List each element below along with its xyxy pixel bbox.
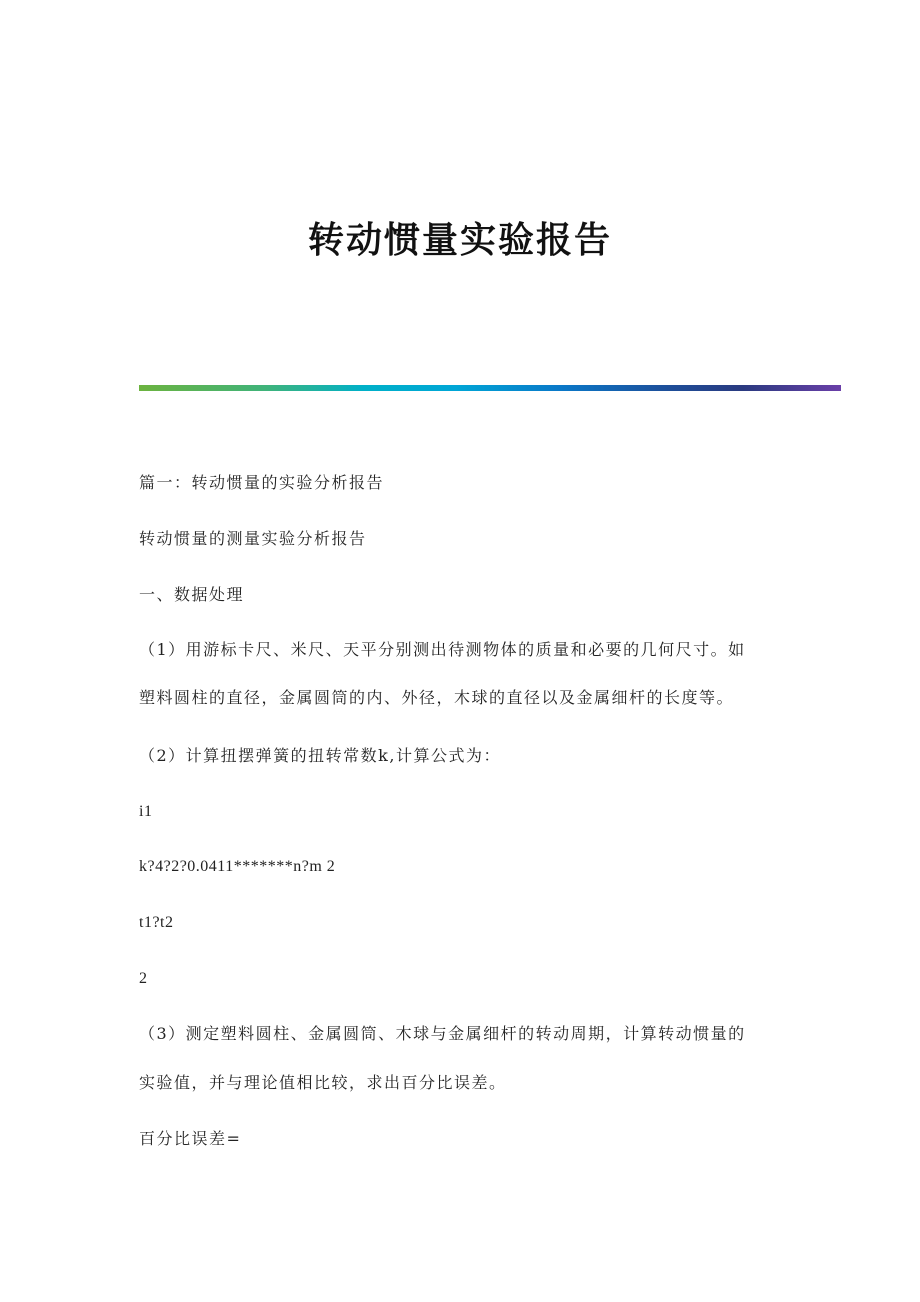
report-subtitle: 转动惯量的测量实验分析报告 <box>139 529 367 548</box>
formula-line-i1: i1 <box>139 803 153 820</box>
paragraph-step1-line1: （1）用游标卡尺、米尺、天平分别测出待测物体的质量和必要的几何尺寸。如 <box>139 640 746 659</box>
paragraph-step3-line1: （3）测定塑料圆柱、金属圆筒、木球与金属细杆的转动周期，计算转动惯量的 <box>139 1024 746 1043</box>
section-heading: 篇一：转动惯量的实验分析报告 <box>139 473 385 492</box>
paragraph-step3-line2: 实验值，并与理论值相比较，求出百分比误差。 <box>139 1073 507 1092</box>
gradient-divider <box>139 385 841 391</box>
formula-line-t: t1?t2 <box>139 914 174 931</box>
paragraph-step1-line2: 塑料圆柱的直径，金属圆筒的内、外径，木球的直径以及金属细杆的长度等。 <box>139 688 735 707</box>
formula-line-2: 2 <box>139 970 148 987</box>
percent-error-label: 百分比误差= <box>139 1129 242 1148</box>
paragraph-step2: （2）计算扭摆弹簧的扭转常数k,计算公式为： <box>139 746 501 765</box>
document-title: 转动惯量实验报告 <box>307 219 612 261</box>
formula-line-k: k?4?2?0.0411*******n?m 2 <box>139 858 336 875</box>
section-data-processing: 一、数据处理 <box>139 585 245 604</box>
